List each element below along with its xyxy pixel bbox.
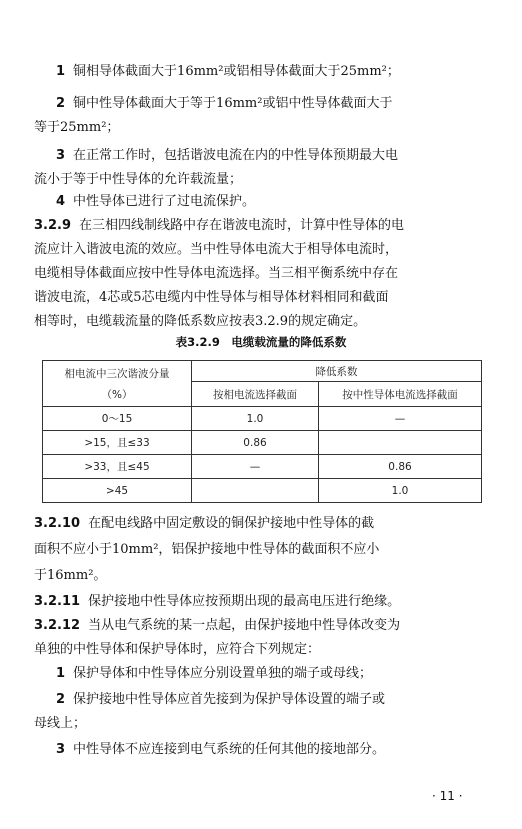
list-item: 1 保护导体和中性导体应分别设置单独的端子或母线； — [56, 666, 373, 681]
list-item: 2 铜中性导体截面大于等于16mm²或铝中性导体截面大于 — [56, 96, 393, 111]
clause-line: 电缆相导体截面应按中性导体电流选择。当三相平衡系统中存在 — [34, 266, 399, 281]
clause-line: 于16mm²。 — [34, 568, 107, 583]
clause-3-2-10: 3.2.10 在配电线路中固定敷设的铜保护接地中性导体的截 — [34, 516, 375, 531]
clause-3-2-12: 3.2.12 当从电气系统的某一点起，由保护接地中性导体改变为 — [34, 618, 401, 633]
list-item-continuation: 母线上； — [34, 716, 87, 731]
table-row: >45 1.0 — [43, 479, 482, 503]
list-item-continuation: 流小于等于中性导体的允许载流量； — [34, 172, 243, 187]
list-item: 3 在正常工作时，包括谐波电流在内的中性导体预期最大电 — [56, 148, 399, 163]
table-caption: 表3.2.9 电缆载流量的降低系数 — [175, 335, 347, 349]
clause-3-2-11: 3.2.11 保护接地中性导体应按预期出现的最高电压进行绝缘。 — [34, 594, 401, 609]
table-subheader-neutral: 按中性导体电流选择截面 — [319, 382, 482, 407]
clause-line: 单独的中性导体和保护导体时，应符合下列规定： — [34, 642, 321, 657]
list-item: 3 中性导体不应连接到电气系统的任何其他的接地部分。 — [56, 742, 386, 757]
table-row: >15，且≤33 0.86 — [43, 431, 482, 455]
list-item: 4 中性导体已进行了过电流保护。 — [56, 194, 256, 209]
table-row: 0～15 1.0 — — [43, 407, 482, 431]
clause-3-2-9: 3.2.9 在三相四线制线路中存在谐波电流时，计算中性导体的电 — [34, 218, 405, 233]
list-item-continuation: 等于25mm²； — [34, 120, 120, 135]
table-header-reduction: 降低系数 — [192, 361, 482, 382]
table-header-harmonic: 相电流中三次谐波分量 （%） — [43, 361, 192, 407]
clause-line: 谐波电流，4芯或5芯电缆内中性导体与相导体材料相同和截面 — [34, 290, 389, 305]
clause-line: 相等时，电缆载流量的降低系数应按表3.2.9的规定确定。 — [34, 314, 367, 329]
table-row: >33，且≤45 — 0.86 — [43, 455, 482, 479]
page-number: · 11 · — [432, 789, 463, 803]
list-item: 1 铜相导体截面大于16mm²或铝相导体截面大于25mm²； — [56, 64, 400, 79]
clause-line: 流应计入谐波电流的效应。当中性导体电流大于相导体电流时， — [34, 242, 399, 257]
clause-line: 面积不应小于10mm²，铝保护接地中性导体的截面积不应小 — [34, 542, 380, 557]
table-subheader-phase: 按相电流选择截面 — [192, 382, 319, 407]
list-item: 2 保护接地中性导体应首先接到为保护导体设置的端子或 — [56, 692, 386, 707]
reduction-factor-table — [42, 360, 482, 503]
